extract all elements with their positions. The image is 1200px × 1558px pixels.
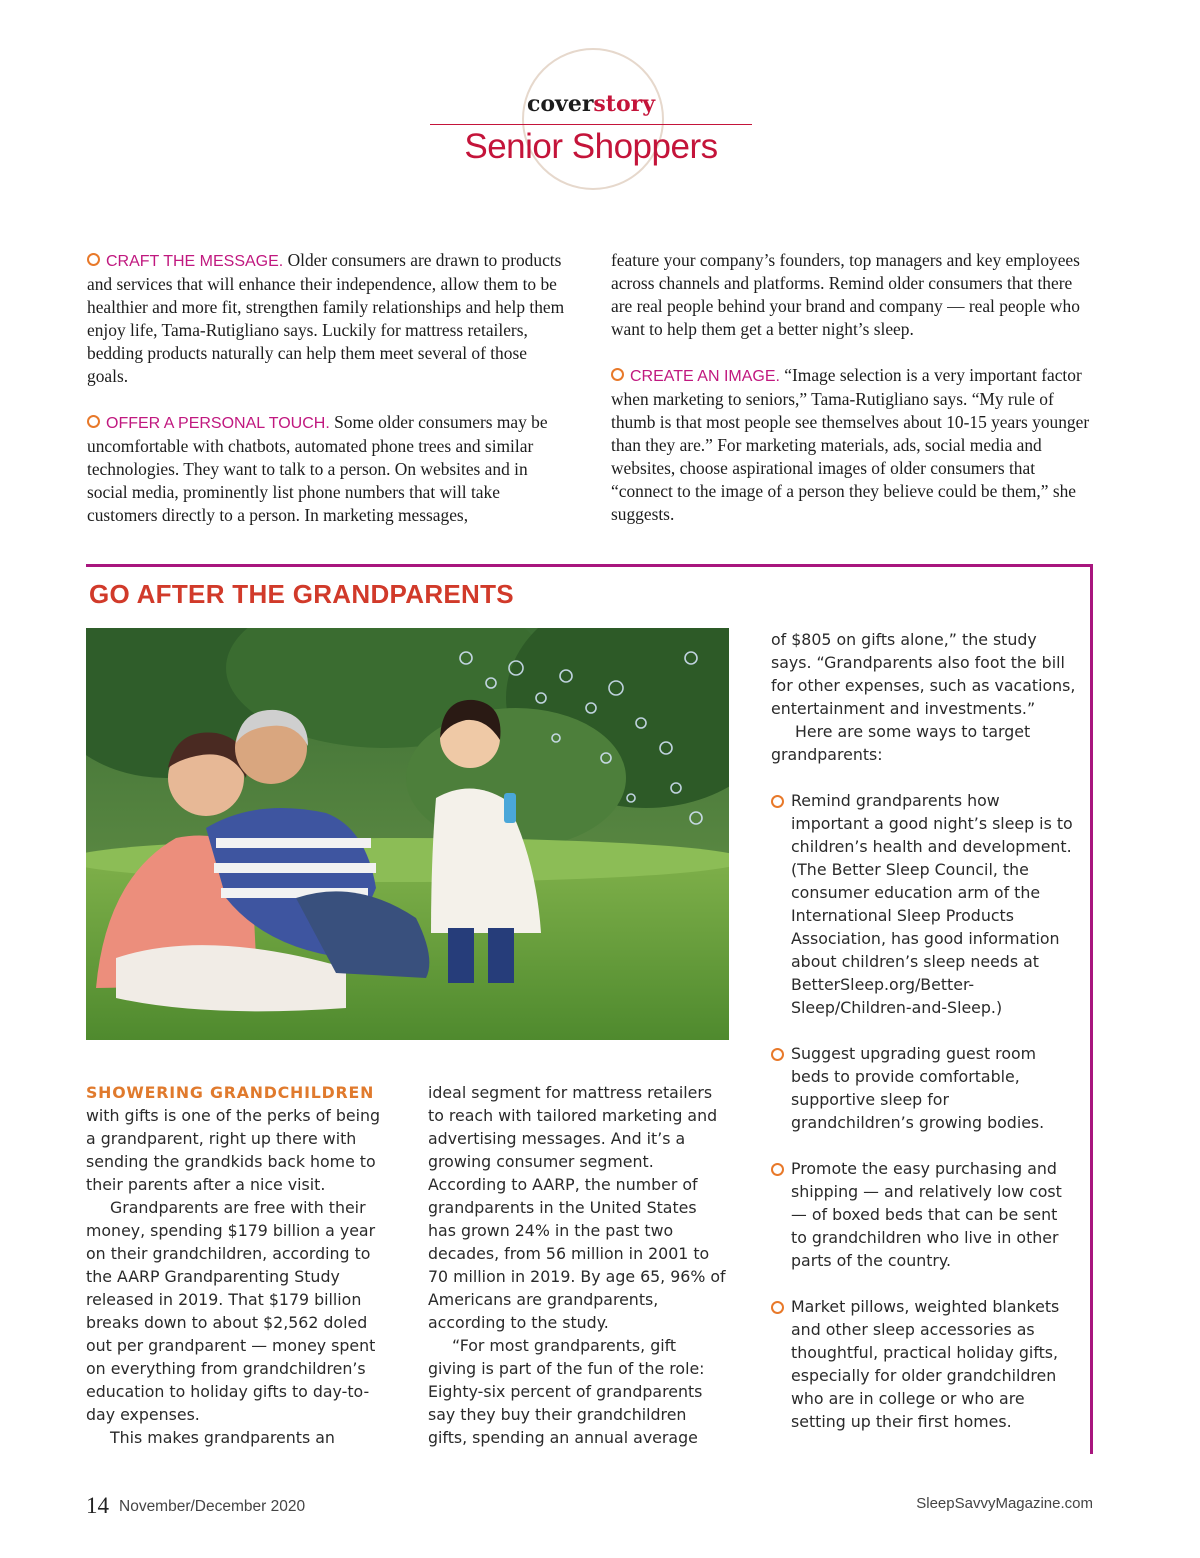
sidebar-column-2 bbox=[428, 1081, 728, 1449]
circle-bullet-icon bbox=[87, 253, 100, 266]
sidebar-paragraph: of $805 on gifts alone,” the study says. “Grandparents also foot the bill for other expenses, such as vacations, entertainment and investments.” bbox=[771, 630, 1076, 718]
sidebar-paragraph: Here are some ways to target grandparents: bbox=[771, 722, 1031, 764]
sidebar-column-1 bbox=[86, 1081, 386, 1449]
list-item: Market pillows, weighted blankets and other sleep accessories as thoughtful, practical holiday gifts, especially for older grandchildren who are in college or who are setting up their first homes. bbox=[771, 1295, 1076, 1433]
article-paragraph: feature your company’s founders, top managers and key employees across channels and platforms. Remind older consumers that there are real people behind your brand and company — real people who want to help them get a better night’s sleep. bbox=[611, 250, 1080, 339]
website-url: SleepSavvyMagazine.com bbox=[916, 1495, 1093, 1512]
list-item: Suggest upgrading guest room beds to provide comfortable, supportive sleep for grandchildren’s growing bodies. bbox=[771, 1042, 1076, 1134]
article-paragraph: OFFER A PERSONAL TOUCH. Some older consumers may be uncomfortable with chatbots, automated phone trees and similar technologies. They want to talk to a person. On websites and in social media, prominently list phone numbers that will take customers directly to a person. In marketing messages, bbox=[87, 412, 548, 525]
sidebar-box-right-border bbox=[1090, 564, 1093, 1454]
tips-list bbox=[771, 789, 1076, 1433]
sidebar-title: GO AFTER THE GRANDPARENTS bbox=[89, 579, 514, 609]
circle-bullet-icon bbox=[611, 368, 624, 381]
header-circle-ornament bbox=[522, 48, 664, 190]
article-paragraph: CREATE AN IMAGE. “Image selection is a very important factor when marketing to seniors,” Tama-Rutigliano says. “My rule of thumb is that most people see themselves about 10-15 years younger than they are.” For marketing materials, ads, social media and websites, choose aspirational images of older consumers that “connect to the image of a person they believe could be them,” she suggests. bbox=[611, 365, 1090, 524]
sidebar-paragraph: “For most grandparents, gift giving is part of the fun of the role: Eighty-six percent of grandparents say they buy their grandchildren gifts, spending an annual average bbox=[428, 1336, 705, 1447]
grandparents-photo bbox=[86, 628, 729, 1040]
article-column-2 bbox=[611, 249, 1091, 526]
sidebar-paragraph: Grandparents are free with their money, spending $179 billion a year on their grandchildren, according to the AARP Grandparenting Study released in 2019. That $179 billion breaks down to about $2,562 doled out per grandparent — money spent on everything from grandchildren’s education to holiday gifts to day-to-day expenses. bbox=[86, 1198, 376, 1424]
list-item: Promote the easy purchasing and shipping — and relatively low cost — of boxed beds that can be sent to grandchildren who live in other parts of the country. bbox=[771, 1157, 1076, 1272]
paragraph-lead: CRAFT THE MESSAGE. bbox=[106, 253, 284, 270]
circle-bullet-icon bbox=[771, 1163, 784, 1176]
page-title: Senior Shoppers bbox=[464, 127, 718, 166]
page-number: 14 bbox=[86, 1493, 109, 1518]
article-paragraph: CRAFT THE MESSAGE. Older consumers are drawn to products and services that will enhance their independence, allow them to be healthier and more fit, strengthen family relationships and help them enjoy life, Tama-Rutigliano says. Luckily for mattress retailers, bedding products naturally can help them meet several of those goals. bbox=[87, 250, 565, 386]
section-kicker: coverstory bbox=[526, 91, 656, 117]
paragraph-lead: CREATE AN IMAGE. bbox=[630, 368, 780, 385]
paragraph-lead: OFFER A PERSONAL TOUCH. bbox=[106, 415, 330, 432]
circle-bullet-icon bbox=[771, 1301, 784, 1314]
sidebar-paragraph: SHOWERING GRANDCHILDREN with gifts is one of the perks of being a grandparent, right up there with sending the grandkids back home to their parents after a nice visit. bbox=[86, 1083, 380, 1194]
circle-bullet-icon bbox=[87, 415, 100, 428]
circle-bullet-icon bbox=[771, 795, 784, 808]
header-rule bbox=[430, 124, 752, 125]
sidebar-column-3 bbox=[771, 628, 1076, 1433]
sidebar-paragraph: ideal segment for mattress retailers to reach with tailored marketing and advertising messages. And it’s a growing consumer segment. According to AARP, the number of grandparents in the United States has grown 24% in the past two decades, from 56 million in 2001 to 70 million in 2019. By age 65, 96% of Americans are grandparents, according to the study. bbox=[428, 1083, 726, 1332]
issue-date: November/December 2020 bbox=[119, 1498, 306, 1515]
sidebar-paragraph: This makes grandparents an bbox=[110, 1428, 335, 1447]
paragraph-lead: SHOWERING GRANDCHILDREN bbox=[86, 1083, 375, 1102]
list-item: Remind grandparents how important a good night’s sleep is to children’s health and development. (The Better Sleep Council, the consumer education arm of the International Sleep Products Association, has good information about children’s sleep needs at BetterSleep.org/Better-Sleep/Children-and-Sleep.) bbox=[771, 789, 1076, 1019]
circle-bullet-icon bbox=[771, 1048, 784, 1061]
sidebar-box-top-border bbox=[86, 564, 1093, 567]
article-column-1 bbox=[87, 249, 571, 527]
